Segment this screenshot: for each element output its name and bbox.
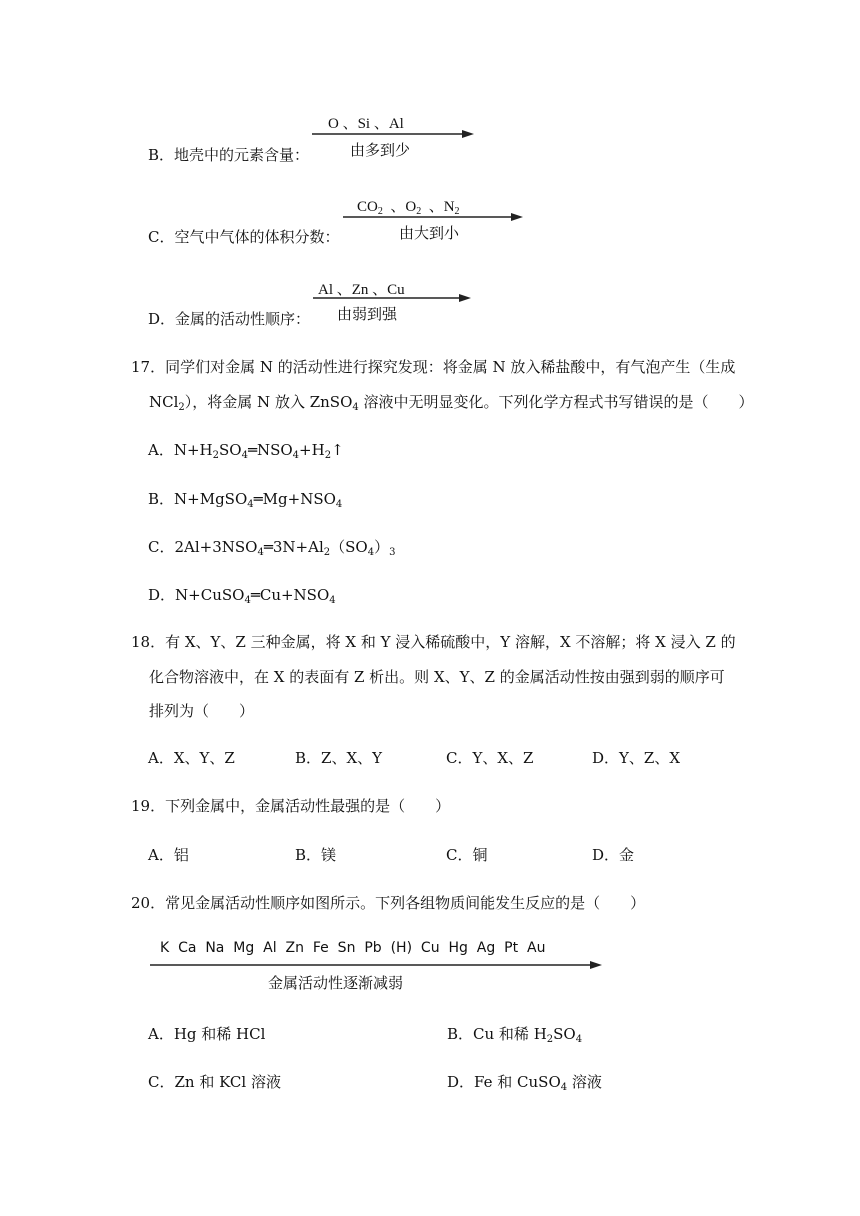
q19-option-b: B．镁 (295, 846, 337, 864)
q16-option-d-direction: 由弱到强 (337, 305, 398, 323)
q16-option-d-sequence: Al 、Zn 、Cu (318, 282, 405, 298)
q17-option-a: A．$N+H_2SO_4═NSO_4+H_2↑$ (148, 441, 344, 461)
right-arrow-icon (312, 129, 482, 139)
q17-option-d: D．$N+CuSO_4═Cu+NSO_4$ (148, 586, 336, 606)
q20-stem: 20．常见金属活动性顺序如图所示。下列各组物质间能发生反应的是（ ） (131, 894, 646, 912)
q20-option-c: C．Zn 和 KCl 溶液 (148, 1073, 281, 1091)
q16-option-b-label: B．地壳中的元素含量： (148, 146, 310, 164)
q19-stem: 19．下列金属中，金属活动性最强的是（ ） (131, 797, 451, 815)
q20-activity-series-figure (150, 938, 610, 998)
q17-option-b: B．$N+MgSO_4═Mg+NSO_4$ (148, 490, 343, 510)
q16-option-c-arrow-figure (343, 195, 533, 245)
q16-option-c-label: C．空气中气体的体积分数： (148, 228, 340, 246)
q16-option-c-sequence: $CO_2$ 、$O_2$ 、$N_2$ (357, 199, 460, 217)
q17-stem-line1: 17．同学们对金属 N 的活动性进行探究发现：将金属 N 放入稀盐酸中，有气泡产生（生成 (131, 358, 736, 376)
q17-stem-line2: NCl$_2$），将金属 N 放入 ZnSO$_4$ 溶液中无明显变化。下列化学方程式书写错误的是（ ） (149, 393, 754, 413)
q18-option-b: B．Z、X、Y (295, 749, 383, 767)
q16-option-c-direction: 由大到小 (399, 224, 460, 242)
q20-metal-series: K Ca Na Mg Al Zn Fe Sn Pb (H) Cu Hg Ag Pt Au (160, 940, 546, 956)
q18-option-c: C．Y、X、Z (446, 749, 534, 767)
q16-option-b-arrow-figure (312, 112, 482, 162)
q19-option-a: A．铝 (148, 846, 189, 864)
q18-stem-line1: 18．有 X、Y、Z 三种金属，将 X 和 Y 浸入稀硫酸中，Y 溶解，X 不溶解；将 X 浸入 Z 的 (131, 633, 736, 651)
q19-option-d: D．金 (592, 846, 635, 864)
q19-option-c: C．铜 (446, 846, 488, 864)
right-arrow-icon (343, 212, 533, 222)
q16-option-b-direction: 由多到少 (350, 141, 411, 159)
q18-option-d: D．Y、Z、X (592, 749, 681, 767)
q20-series-caption: 金属活动性逐渐减弱 (268, 974, 404, 992)
right-arrow-icon (150, 960, 610, 970)
q20-option-d: D．Fe 和 CuSO$_4$ 溶液 (447, 1073, 602, 1093)
q20-option-b: B．Cu 和稀 $H_2SO_4$ (447, 1025, 583, 1045)
q17-option-c: C．$2Al+3NSO_4═3N+Al_2(SO_4)_3$ (148, 538, 396, 558)
q16-option-d-label: D．金属的活动性顺序： (148, 310, 311, 328)
q18-stem-line3: 排列为（ ） (149, 702, 255, 720)
q18-option-a: A．X、Y、Z (148, 749, 235, 767)
q16-option-b-sequence: O 、Si 、Al (328, 116, 404, 132)
q16-option-d-arrow-figure (313, 278, 483, 328)
right-arrow-icon (313, 293, 483, 303)
q18-stem-line2: 化合物溶液中，在 X 的表面有 Z 析出。则 X、Y、Z 的金属活动性按由强到弱的顺序可 (149, 668, 725, 686)
q20-option-a: A．Hg 和稀 HCl (148, 1025, 266, 1043)
